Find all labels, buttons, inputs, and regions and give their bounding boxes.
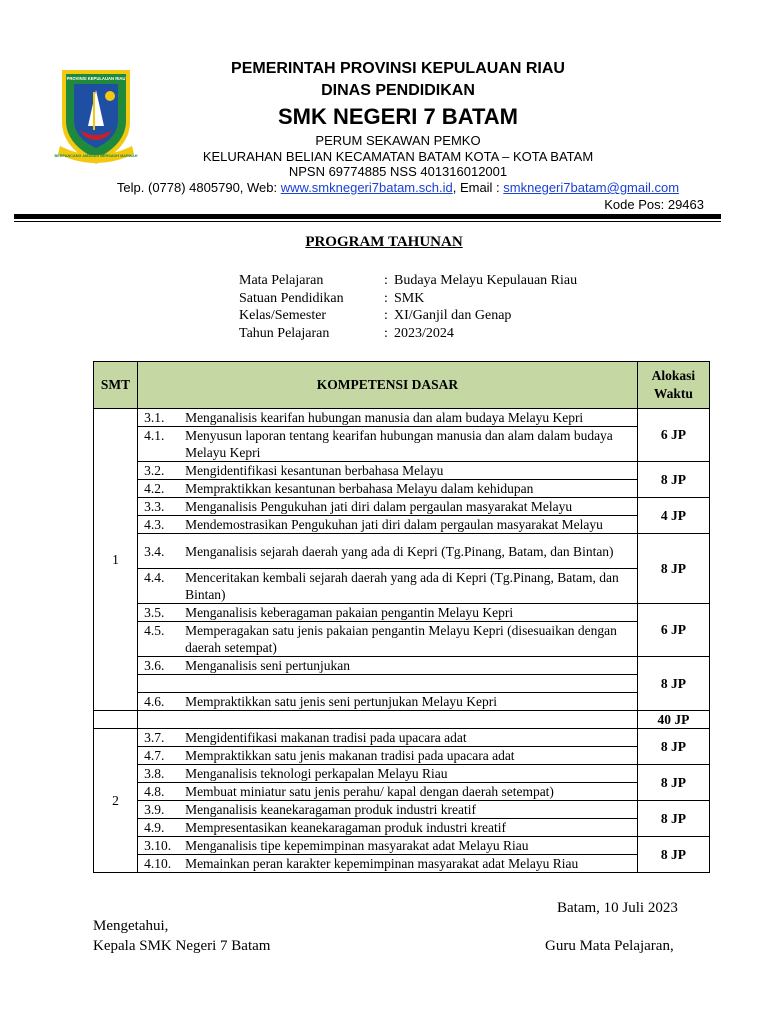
header-address-2: KELURAHAN BELIAN KECAMATAN BATAM KOTA – KOTA BATAM bbox=[202, 149, 594, 164]
meta-label: Mata Pelajaran bbox=[239, 273, 324, 288]
table-row bbox=[94, 819, 710, 837]
kd-number: 3.7. bbox=[144, 730, 165, 745]
meta-value: 2023/2024 bbox=[394, 325, 454, 341]
kd-cell bbox=[138, 604, 638, 622]
jp-cell: 6 JP bbox=[637, 409, 709, 462]
semester-cell: 1 bbox=[94, 409, 138, 711]
kd-cell bbox=[138, 819, 638, 837]
email-link[interactable]: smknegeri7batam@gmail.com bbox=[503, 180, 680, 195]
kd-cell bbox=[138, 657, 638, 675]
kd-text: Mempraktikkan satu jenis makanan tradisi pada upacara adat bbox=[185, 748, 515, 763]
kd-text: Menganalisis teknologi perkapalan Melayu Riau bbox=[185, 766, 448, 781]
table-row bbox=[94, 837, 710, 855]
table-row-blank bbox=[94, 675, 710, 693]
kd-text: Menganalisis tipe kepemimpinan masyarakat adat Melayu Riau bbox=[185, 838, 529, 853]
kd-cell bbox=[138, 729, 638, 747]
total-jp-cell: 40 JP bbox=[637, 711, 709, 729]
kd-text: Mengidentifikasi kesantunan berbahasa Melayu bbox=[185, 463, 444, 478]
postal-code: Kode Pos: 29463 bbox=[604, 197, 704, 212]
meta-label: Satuan Pendidikan bbox=[239, 290, 344, 306]
kd-cell bbox=[138, 516, 638, 534]
kd-number: 3.8. bbox=[144, 766, 165, 781]
table-row bbox=[94, 801, 710, 819]
table-row bbox=[94, 855, 710, 873]
kd-number: 4.10. bbox=[144, 856, 172, 871]
meta-row bbox=[239, 290, 577, 308]
kd-text: Memperagakan satu jenis pakaian pengantin Melayu Kepri (disesuaikan dengan daerah setempat) bbox=[185, 623, 617, 655]
jp-cell: 8 JP bbox=[637, 462, 709, 498]
kd-cell bbox=[138, 462, 638, 480]
table-row bbox=[94, 693, 710, 711]
kd-cell bbox=[138, 783, 638, 801]
kd-text: Mempraktikkan kesantunan berbahasa Melayu dalam kehidupan bbox=[185, 481, 534, 496]
semester-cell: 2 bbox=[94, 729, 138, 873]
jp-cell: 8 JP bbox=[637, 765, 709, 801]
header-government: PEMERINTAH PROVINSI KEPULAUAN RIAU bbox=[231, 60, 565, 77]
web-link[interactable]: www.smknegeri7batam.sch.id bbox=[280, 180, 453, 195]
meta-label: Kelas/Semester bbox=[239, 308, 327, 323]
kd-number: 4.3. bbox=[144, 517, 165, 532]
kd-number: 4.5. bbox=[144, 623, 165, 638]
meta-value: SMK bbox=[394, 290, 425, 306]
kd-number: 4.4. bbox=[144, 570, 165, 585]
header-kompetensi: KOMPETENSI DASAR bbox=[138, 362, 638, 409]
kd-number: 4.9. bbox=[144, 820, 165, 835]
kd-cell bbox=[138, 498, 638, 516]
table-row bbox=[94, 409, 710, 427]
jp-cell: 8 JP bbox=[637, 801, 709, 837]
table-row bbox=[94, 516, 710, 534]
kd-number: 3.2. bbox=[144, 463, 165, 478]
principal-title: Kepala SMK Negeri 7 Batam bbox=[93, 938, 271, 954]
table-row bbox=[94, 498, 710, 516]
meta-colon: : bbox=[384, 273, 388, 288]
meta-label: Tahun Pelajaran bbox=[239, 325, 330, 341]
table-row bbox=[94, 462, 710, 480]
jp-cell: 4 JP bbox=[637, 498, 709, 534]
kd-cell bbox=[138, 747, 638, 765]
header-school-name: SMK NEGERI 7 BATAM bbox=[278, 104, 518, 129]
table-row bbox=[94, 729, 710, 747]
kd-cell bbox=[138, 837, 638, 855]
email-prefix: , Email : bbox=[452, 180, 504, 195]
table-row bbox=[94, 747, 710, 765]
kd-number: 4.6. bbox=[144, 694, 165, 709]
header-npsn: NPSN 69774885 NSS 401316012001 bbox=[288, 164, 508, 179]
kd-cell bbox=[138, 534, 638, 569]
table-row bbox=[94, 622, 710, 657]
jp-cell: 8 JP bbox=[637, 657, 709, 711]
jp-cell: 8 JP bbox=[637, 837, 709, 873]
table-row bbox=[94, 427, 710, 462]
kd-text: Menyusun laporan tentang kearifan hubungan manusia dan alam dalam budaya Melayu Kepri bbox=[185, 428, 613, 460]
kd-number: 3.4. bbox=[144, 543, 165, 559]
kd-cell bbox=[138, 480, 638, 498]
kd-number: 4.1. bbox=[144, 428, 165, 443]
table-row-total bbox=[94, 711, 710, 729]
table-row bbox=[94, 783, 710, 801]
meta-row bbox=[239, 307, 577, 325]
table-row bbox=[94, 604, 710, 622]
kd-number: 4.8. bbox=[144, 784, 165, 799]
meta-row bbox=[239, 325, 577, 343]
kd-text: Menganalisis sejarah daerah yang ada di Kepri (Tg.Pinang, Batam, dan Bintan) bbox=[185, 543, 614, 559]
table-row bbox=[94, 534, 710, 569]
total-empty-smt bbox=[94, 711, 138, 729]
header-smt: SMT bbox=[94, 362, 138, 409]
kd-text: Menganalisis kearifan hubungan manusia dan alam budaya Melayu Kepri bbox=[185, 410, 584, 425]
kd-text: Menganalisis seni pertunjukan bbox=[185, 658, 351, 673]
meta-colon: : bbox=[384, 325, 388, 341]
kd-cell bbox=[138, 409, 638, 427]
kd-number: 3.10. bbox=[144, 838, 172, 853]
kd-text: Menganalisis Pengukuhan jati diri dalam pergaulan masyarakat Melayu bbox=[185, 499, 573, 514]
kd-text: Menceritakan kembali sejarah daerah yang ada di Kepri (Tg.Pinang, Batam, dan Bintan) bbox=[185, 570, 619, 602]
header-rule-thin bbox=[14, 221, 721, 222]
telp-text: Telp. (0778) 4805790, Web: bbox=[116, 180, 281, 195]
mengetahui-label: Mengetahui, bbox=[93, 918, 169, 934]
header-rule-thick bbox=[14, 214, 721, 219]
meta-row bbox=[239, 272, 577, 290]
place-date: Batam, 10 Juli 2023 bbox=[557, 900, 678, 916]
table-row bbox=[94, 765, 710, 783]
kd-number: 3.9. bbox=[144, 802, 165, 817]
header-address-1: PERUM SEKAWAN PEMKO bbox=[315, 133, 481, 148]
table-row bbox=[94, 480, 710, 498]
header-department: DINAS PENDIDIKAN bbox=[321, 82, 475, 99]
header-alokasi: Alokasi Waktu bbox=[637, 362, 709, 409]
kd-cell bbox=[138, 765, 638, 783]
jp-cell: 8 JP bbox=[637, 534, 709, 604]
kd-cell bbox=[138, 569, 638, 604]
header-contact bbox=[90, 180, 706, 195]
kd-cell bbox=[138, 801, 638, 819]
meta-colon: : bbox=[384, 290, 388, 306]
svg-text:PROVINSI KEPULAUAN RIAU: PROVINSI KEPULAUAN RIAU bbox=[66, 76, 126, 81]
meta-colon: : bbox=[384, 308, 388, 323]
jp-cell: 6 JP bbox=[637, 604, 709, 657]
kd-number: 4.2. bbox=[144, 481, 165, 496]
total-empty-kd bbox=[138, 711, 638, 729]
kd-number: 4.7. bbox=[144, 748, 165, 763]
kd-text: Membuat miniatur satu jenis perahu/ kapal dengan daerah setempat) bbox=[185, 784, 554, 799]
kd-text: Memainkan peran karakter kepemimpinan masyarakat adat Melayu Riau bbox=[185, 856, 579, 871]
kd-number: 3.1. bbox=[144, 410, 165, 425]
teacher-title: Guru Mata Pelajaran, bbox=[545, 938, 674, 954]
kd-cell bbox=[138, 622, 638, 657]
kd-text: Mempresentasikan keanekaragaman produk industri kreatif bbox=[185, 820, 506, 835]
document-meta bbox=[239, 272, 577, 342]
kd-text: Menganalisis keberagaman pakaian pengantin Melayu Kepri bbox=[185, 605, 514, 620]
jp-cell: 8 JP bbox=[637, 729, 709, 765]
kd-number: 3.3. bbox=[144, 499, 165, 514]
kd-text: Menganalisis keanekaragaman produk industri kreatif bbox=[185, 802, 476, 817]
table-row bbox=[94, 569, 710, 604]
kd-cell-empty bbox=[138, 675, 638, 693]
document-title: PROGRAM TAHUNAN bbox=[305, 234, 463, 250]
kd-cell bbox=[138, 693, 638, 711]
kd-text: Mempraktikkan satu jenis seni pertunjukan Melayu Kepri bbox=[185, 694, 497, 709]
meta-value: XI/Ganjil dan Genap bbox=[394, 308, 512, 323]
kd-number: 3.6. bbox=[144, 658, 165, 673]
kd-number: 3.5. bbox=[144, 605, 165, 620]
kd-text: Mendemostrasikan Pengukuhan jati diri dalam pergaulan masyarakat Melayu bbox=[185, 517, 603, 532]
meta-value: Budaya Melayu Kepulauan Riau bbox=[394, 273, 578, 288]
kd-text: Mengidentifikasi makanan tradisi pada upacara adat bbox=[185, 730, 467, 745]
competency-table bbox=[93, 361, 710, 873]
kd-cell bbox=[138, 427, 638, 462]
svg-text:BERPANCANG AMANAH BERSAUH MARW: BERPANCANG AMANAH BERSAUH MARWAH bbox=[54, 154, 138, 158]
kd-cell bbox=[138, 855, 638, 873]
table-row bbox=[94, 657, 710, 675]
